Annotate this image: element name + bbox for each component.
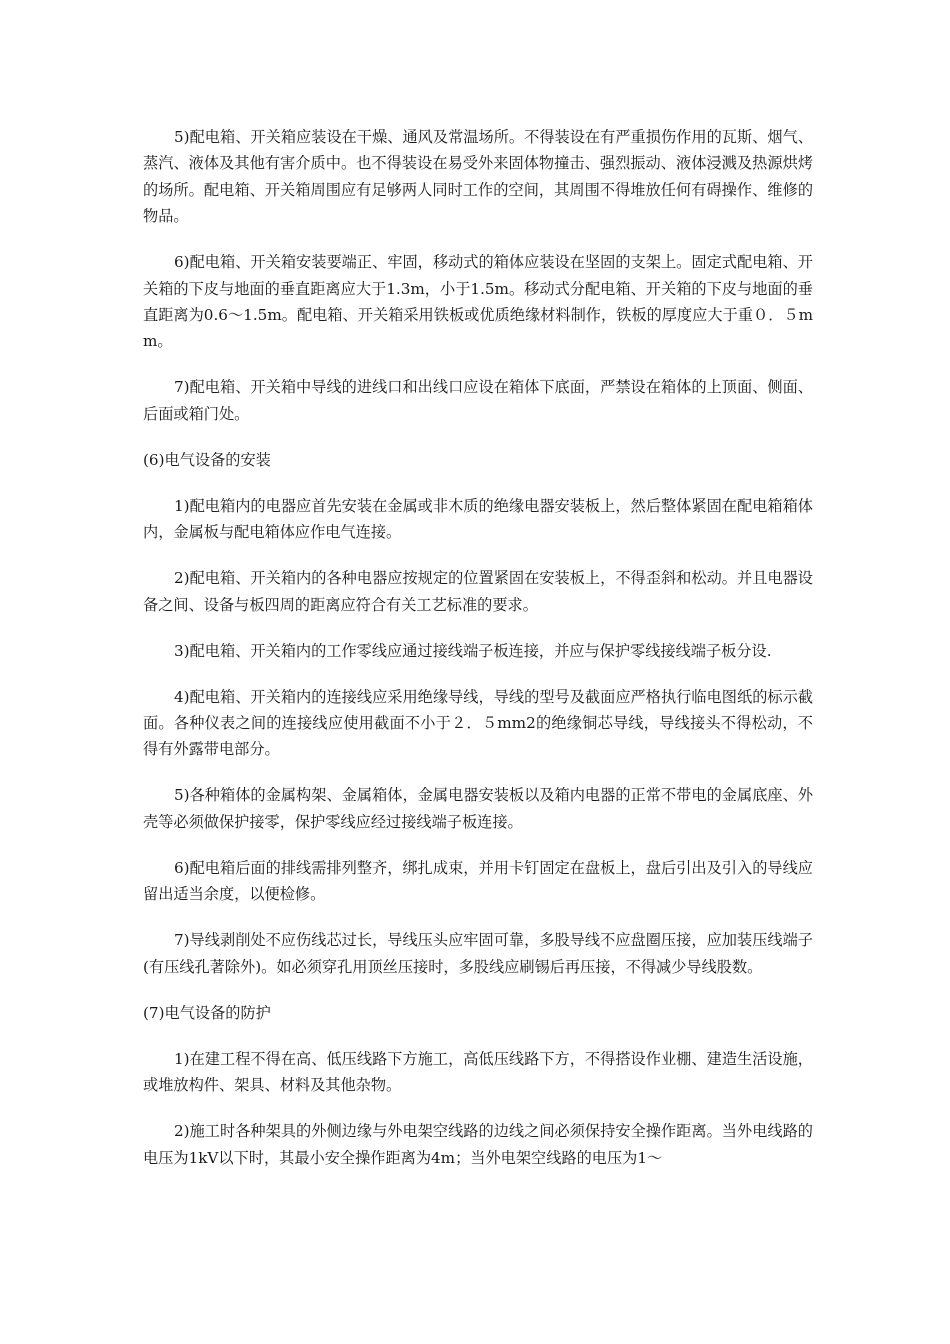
paragraph-1-overhead-lines: 1)在建工程不得在高、低压线路下方施工，高低压线路下方，不得搭设作业棚、建造生活设施，或堆放构件、架具、材料及其他杂物。: [143, 1049, 813, 1095]
paragraph-2-device-fixing: 2)配电箱、开关箱内的各种电器应按规定的位置紧固在安装板上，不得歪斜和松动。并且电器设备之间、设备与板四周的距离应符合有关工艺标准的要求。: [143, 569, 813, 614]
document-page: [143, 124, 813, 1191]
paragraph-2-safe-distance: 2)施工时各种架具的外侧边缘与外电架空线路的边线之间必须保持安全操作距离。当外电线路的电压为1kV以下时，其最小安全操作距离为4m；当外电架空线路的电压为1～: [143, 1122, 813, 1167]
paragraph-6-wiring-arrangement: 6)配电箱后面的排线需排列整齐，绑扎成束，并用卡钉固定在盘板上，盘后引出及引入的导线应留出适当余度，以便检修。: [143, 858, 813, 904]
paragraph-7-wire-entry: 7)配电箱、开关箱中导线的进线口和出线口应设在箱体下底面，严禁设在箱体的上顶面、侧面、后面或箱门处。: [143, 378, 813, 423]
paragraph-1-mounting-plate: 1)配电箱内的电器应首先安装在金属或非木质的绝缘电器安装板上，然后整体紧固在配电箱箱体内，金属板与配电箱体应作电气连接。: [143, 496, 813, 542]
section-heading-equipment-protection: (7)电气设备的防护: [143, 1003, 271, 1022]
paragraph-5-distribution-box-location: 5)配电箱、开关箱应装设在干燥、通风及常温场所。不得装设在有严重损伤作用的瓦斯、烟气、蒸汽、液体及其他有害介质中。也不得装设在易受外来固体物撞击、强烈振动、液体浸溅及热源烘烤的场所。配电箱、开关箱周围应有足够两人同时工作的空间，其周围不得堆放任何有碍操作、维修的物品。: [143, 128, 813, 226]
paragraph-6-distribution-box-mounting: 6)配电箱、开关箱安装要端正、牢固，移动式的箱体应装设在坚固的支架上。固定式配电箱、开关箱的下皮与地面的垂直距离应大于1.3m，小于1.5m。移动式分配电箱、开关箱的下皮与地面的垂直距离为0.6～1.5m。配电箱、开关箱采用铁板或优质绝缘材料制作，铁板的厚度应大于重０．５mm。: [143, 253, 813, 351]
paragraph-5-protective-grounding: 5)各种箱体的金属构架、金属箱体，金属电器安装板以及箱内电器的正常不带电的金属底座、外壳等必须做保护接零，保护零线应经过接线端子板连接。: [143, 786, 813, 831]
paragraph-3-neutral-terminal: 3)配电箱、开关箱内的工作零线应通过接线端子板连接，并应与保护零线接线端子板分设.: [174, 641, 772, 660]
paragraph-4-connection-wires: 4)配电箱、开关箱内的连接线应采用绝缘导线，导线的型号及截面应严格执行临电图纸的标示截面。各种仪表之间的连接线应使用截面不小于２．５mm2的绝缘铜芯导线，导线接头不得松动，不得有外露带电部分。: [143, 687, 813, 759]
paragraph-7-wire-stripping: 7)导线剥削处不应伤线芯过长，导线压头应牢固可靠，多股导线不应盘圈压接，应加装压线端子(有压线孔著除外)。如必须穿孔用顶丝压接时，多股线应刷锡后再压接，不得减少导线股数。: [143, 931, 813, 976]
section-heading-equipment-installation: (6)电气设备的安装: [143, 450, 271, 469]
